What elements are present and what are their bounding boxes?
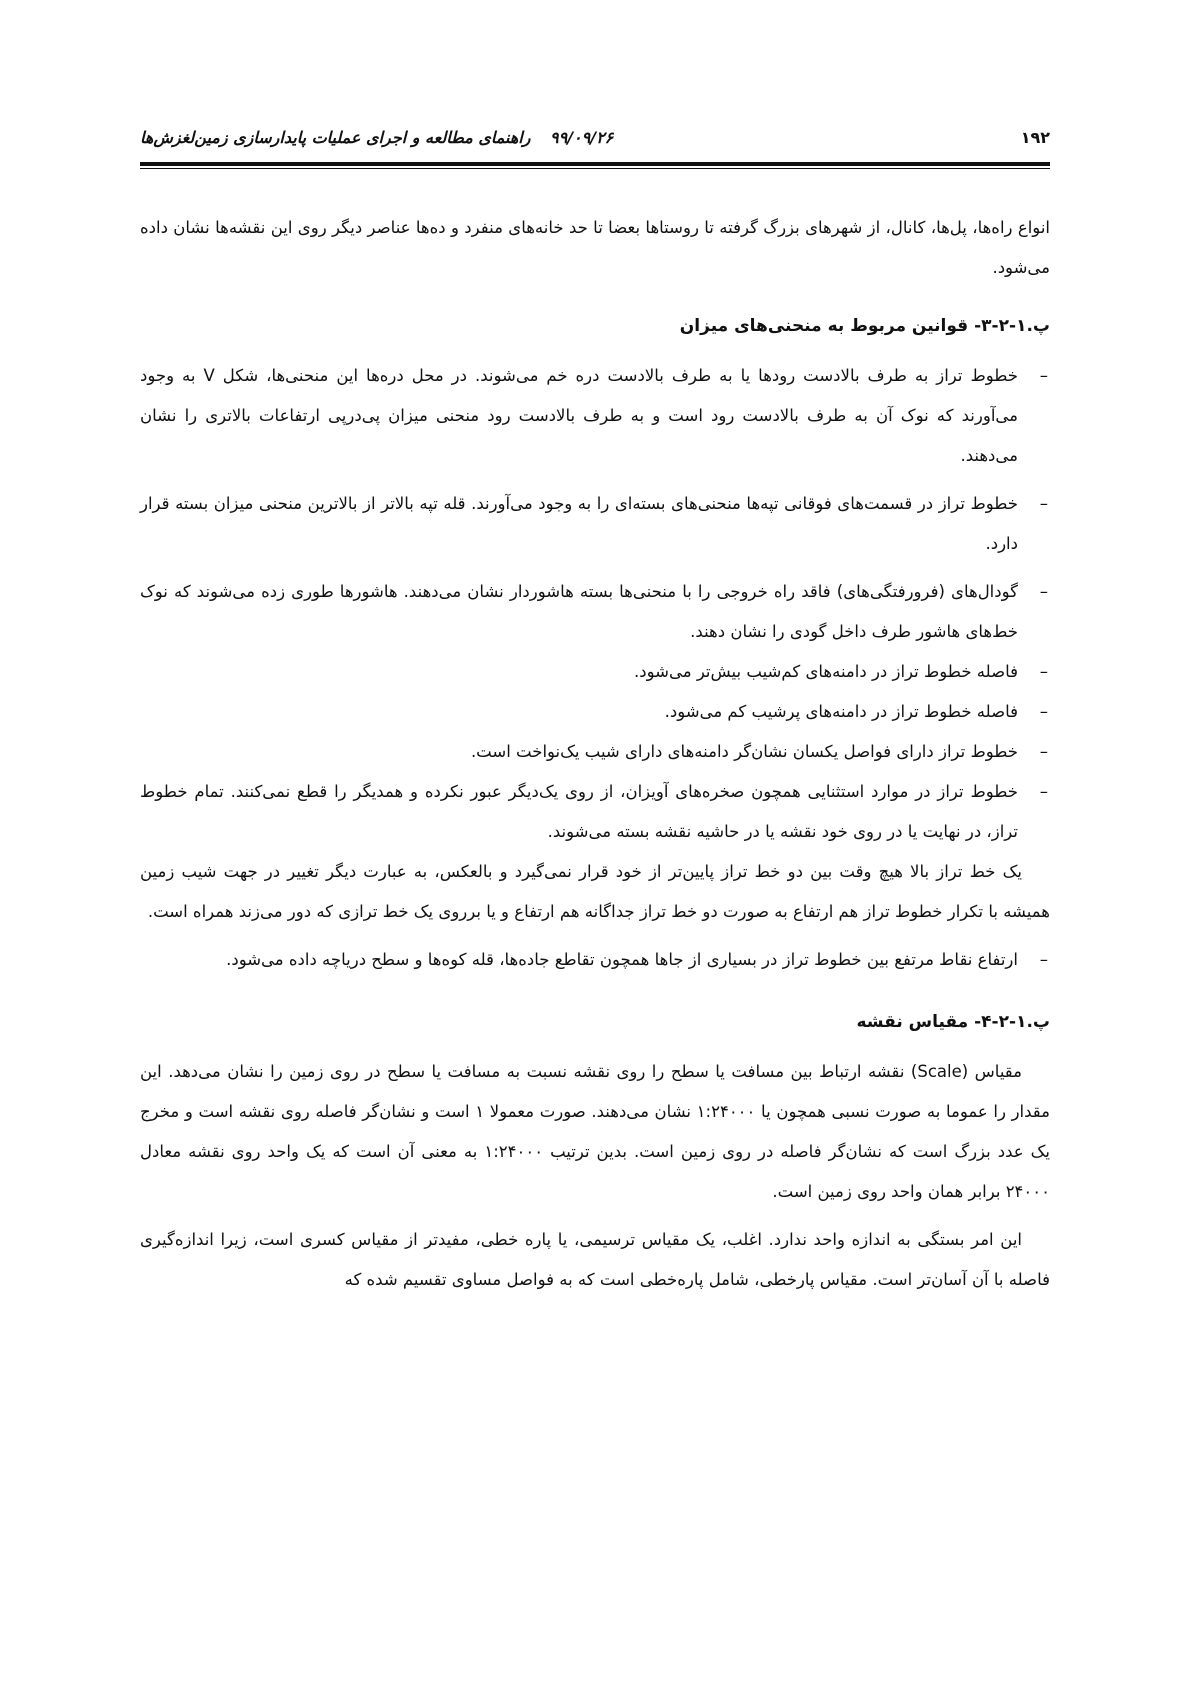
bullet-dash: – (1039, 950, 1048, 969)
header-date: ۹۹/۰۹/۲۶ (550, 128, 614, 147)
bullet-dash: – (1039, 702, 1048, 721)
intro-paragraph: انواع راه‌ها، پل‌ها، کانال، از شهرهای بزرگ گرفته تا روستاها بعضا تا حد خانه‌های منفرد و ده‌ها عناصر دیگر روی این نقشه‌ها نشان داده می‌شود. (140, 218, 1050, 277)
header-title (140, 128, 613, 147)
list-item: – گودال‌های (فرورفتگی‌های) فاقد راه خروجی را با منحنی‌ها بسته هاشوردار نشان می‌دهند. هاشورها طوری زده می‌شوند که نوک خط‌های هاشور طرف داخل گودی را نشان دهند. (140, 572, 1050, 652)
bullet-dash: – (1039, 582, 1048, 601)
bullet-dash: – (1039, 494, 1048, 513)
body-paragraph: این امر بستگی به اندازه واحد ندارد. اغلب، یک مقیاس ترسیمی، یا پاره خطی، مفیدتر از مقیاس کسری است، زیرا اندازه‌گیری فاصله با آن آسان‌تر است. مقیاس پارخطی، شامل پاره‌خطی است که به فواصل مساوی تقسیم شده که (140, 1230, 1050, 1289)
list-item: – خطوط تراز دارای فواصل یکسان نشان‌گر دامنه‌های دارای شیب یک‌نواخت است. (140, 732, 1050, 772)
list-item: – خطوط تراز به طرف بالادست رودها یا به طرف بالادست دره خم می‌شوند. در محل دره‌ها این منحنی‌ها، شکل V به وجود می‌آورند که نوک آن به طرف بالادست رود است و به طرف بالادست رود منحنی میزان پی‌درپی ارتفاعات بالاتری را نشان می‌دهند. (140, 356, 1050, 476)
bullet-dash: – (1039, 366, 1048, 385)
list-item: – فاصله خطوط تراز در دامنه‌های پرشیب کم می‌شود. (140, 692, 1050, 732)
body-paragraph: مقیاس (Scale) نقشه ارتباط بین مسافت یا سطح را روی نقشه نسبت به مسافت یا سطح در روی زمین را نشان می‌دهد. این مقدار را عموما به صورت نسبی همچون یا ۱:۲۴۰۰۰ نشان می‌دهند. صورت معمولا ۱ است و نشان‌گر فاصله روی نقشه است و مخرج یک عدد بزرگ است که نشان‌گر فاصله در روی زمین است. بدین ترتیب ۱:۲۴۰۰۰ به معنی آن است که یک واحد روی نقشه معادل ۲۴۰۰۰ برابر همان واحد روی زمین است. (140, 1062, 1050, 1201)
section-heading-map-scale: پ.۱-۲-۴- مقیاس نقشه (856, 1012, 1050, 1032)
page-number: ۱۹۲ (1020, 128, 1050, 147)
elevation-points-list (140, 940, 1050, 980)
bullet-dash: – (1039, 782, 1048, 801)
running-header (140, 128, 1050, 152)
section-heading-contour-rules: پ.۱-۲-۳- قوانین مربوط به منحنی‌های میزان (679, 316, 1050, 336)
bullet-dash: – (1039, 662, 1048, 681)
contour-rules-list (140, 356, 1050, 852)
list-item: – ارتفاع نقاط مرتفع بین خطوط تراز در بسیاری از جاها همچون تقاطع جاده‌ها، قله کوه‌ها و سطح دریاچه داده می‌شود. (140, 940, 1050, 980)
main-content (140, 208, 1050, 1300)
list-item: – فاصله خطوط تراز در دامنه‌های کم‌شیب بیش‌تر می‌شود. (140, 652, 1050, 692)
bullet-dash: – (1039, 742, 1048, 761)
book-title: راهنمای مطالعه و اجرای عملیات پایدارسازی زمین‌لغزش‌ها (140, 128, 531, 147)
header-rule-thin (140, 168, 1050, 169)
list-item: – خطوط تراز در قسمت‌های فوقانی تپه‌ها منحنی‌های بسته‌ای را به وجود می‌آورند. قله تپه بالاتر از بالاترین منحنی میزان بسته قرار دارد. (140, 484, 1050, 564)
header-rule (140, 162, 1050, 166)
list-item: – خطوط تراز در موارد استثنایی همچون صخره‌های آویزان، از روی یک‌دیگر عبور نکرده و همدیگر را قطع نمی‌کنند. تمام خطوط تراز، در نهایت یا در روی خود نقشه یا در حاشیه نقشه بسته می‌شوند. (140, 772, 1050, 852)
body-paragraph: یک خط تراز بالا هیچ وقت بین دو خط تراز پایین‌تر از خود قرار نمی‌گیرد و بالعکس، به عبارت دیگر تغییر در جهت شیب زمین همیشه با تکرار خطوط تراز هم ارتفاع به صورت دو خط تراز جداگانه هم ارتفاع و یا برروی یک خط ترازی که دور می‌زند همراه است. (140, 862, 1050, 921)
